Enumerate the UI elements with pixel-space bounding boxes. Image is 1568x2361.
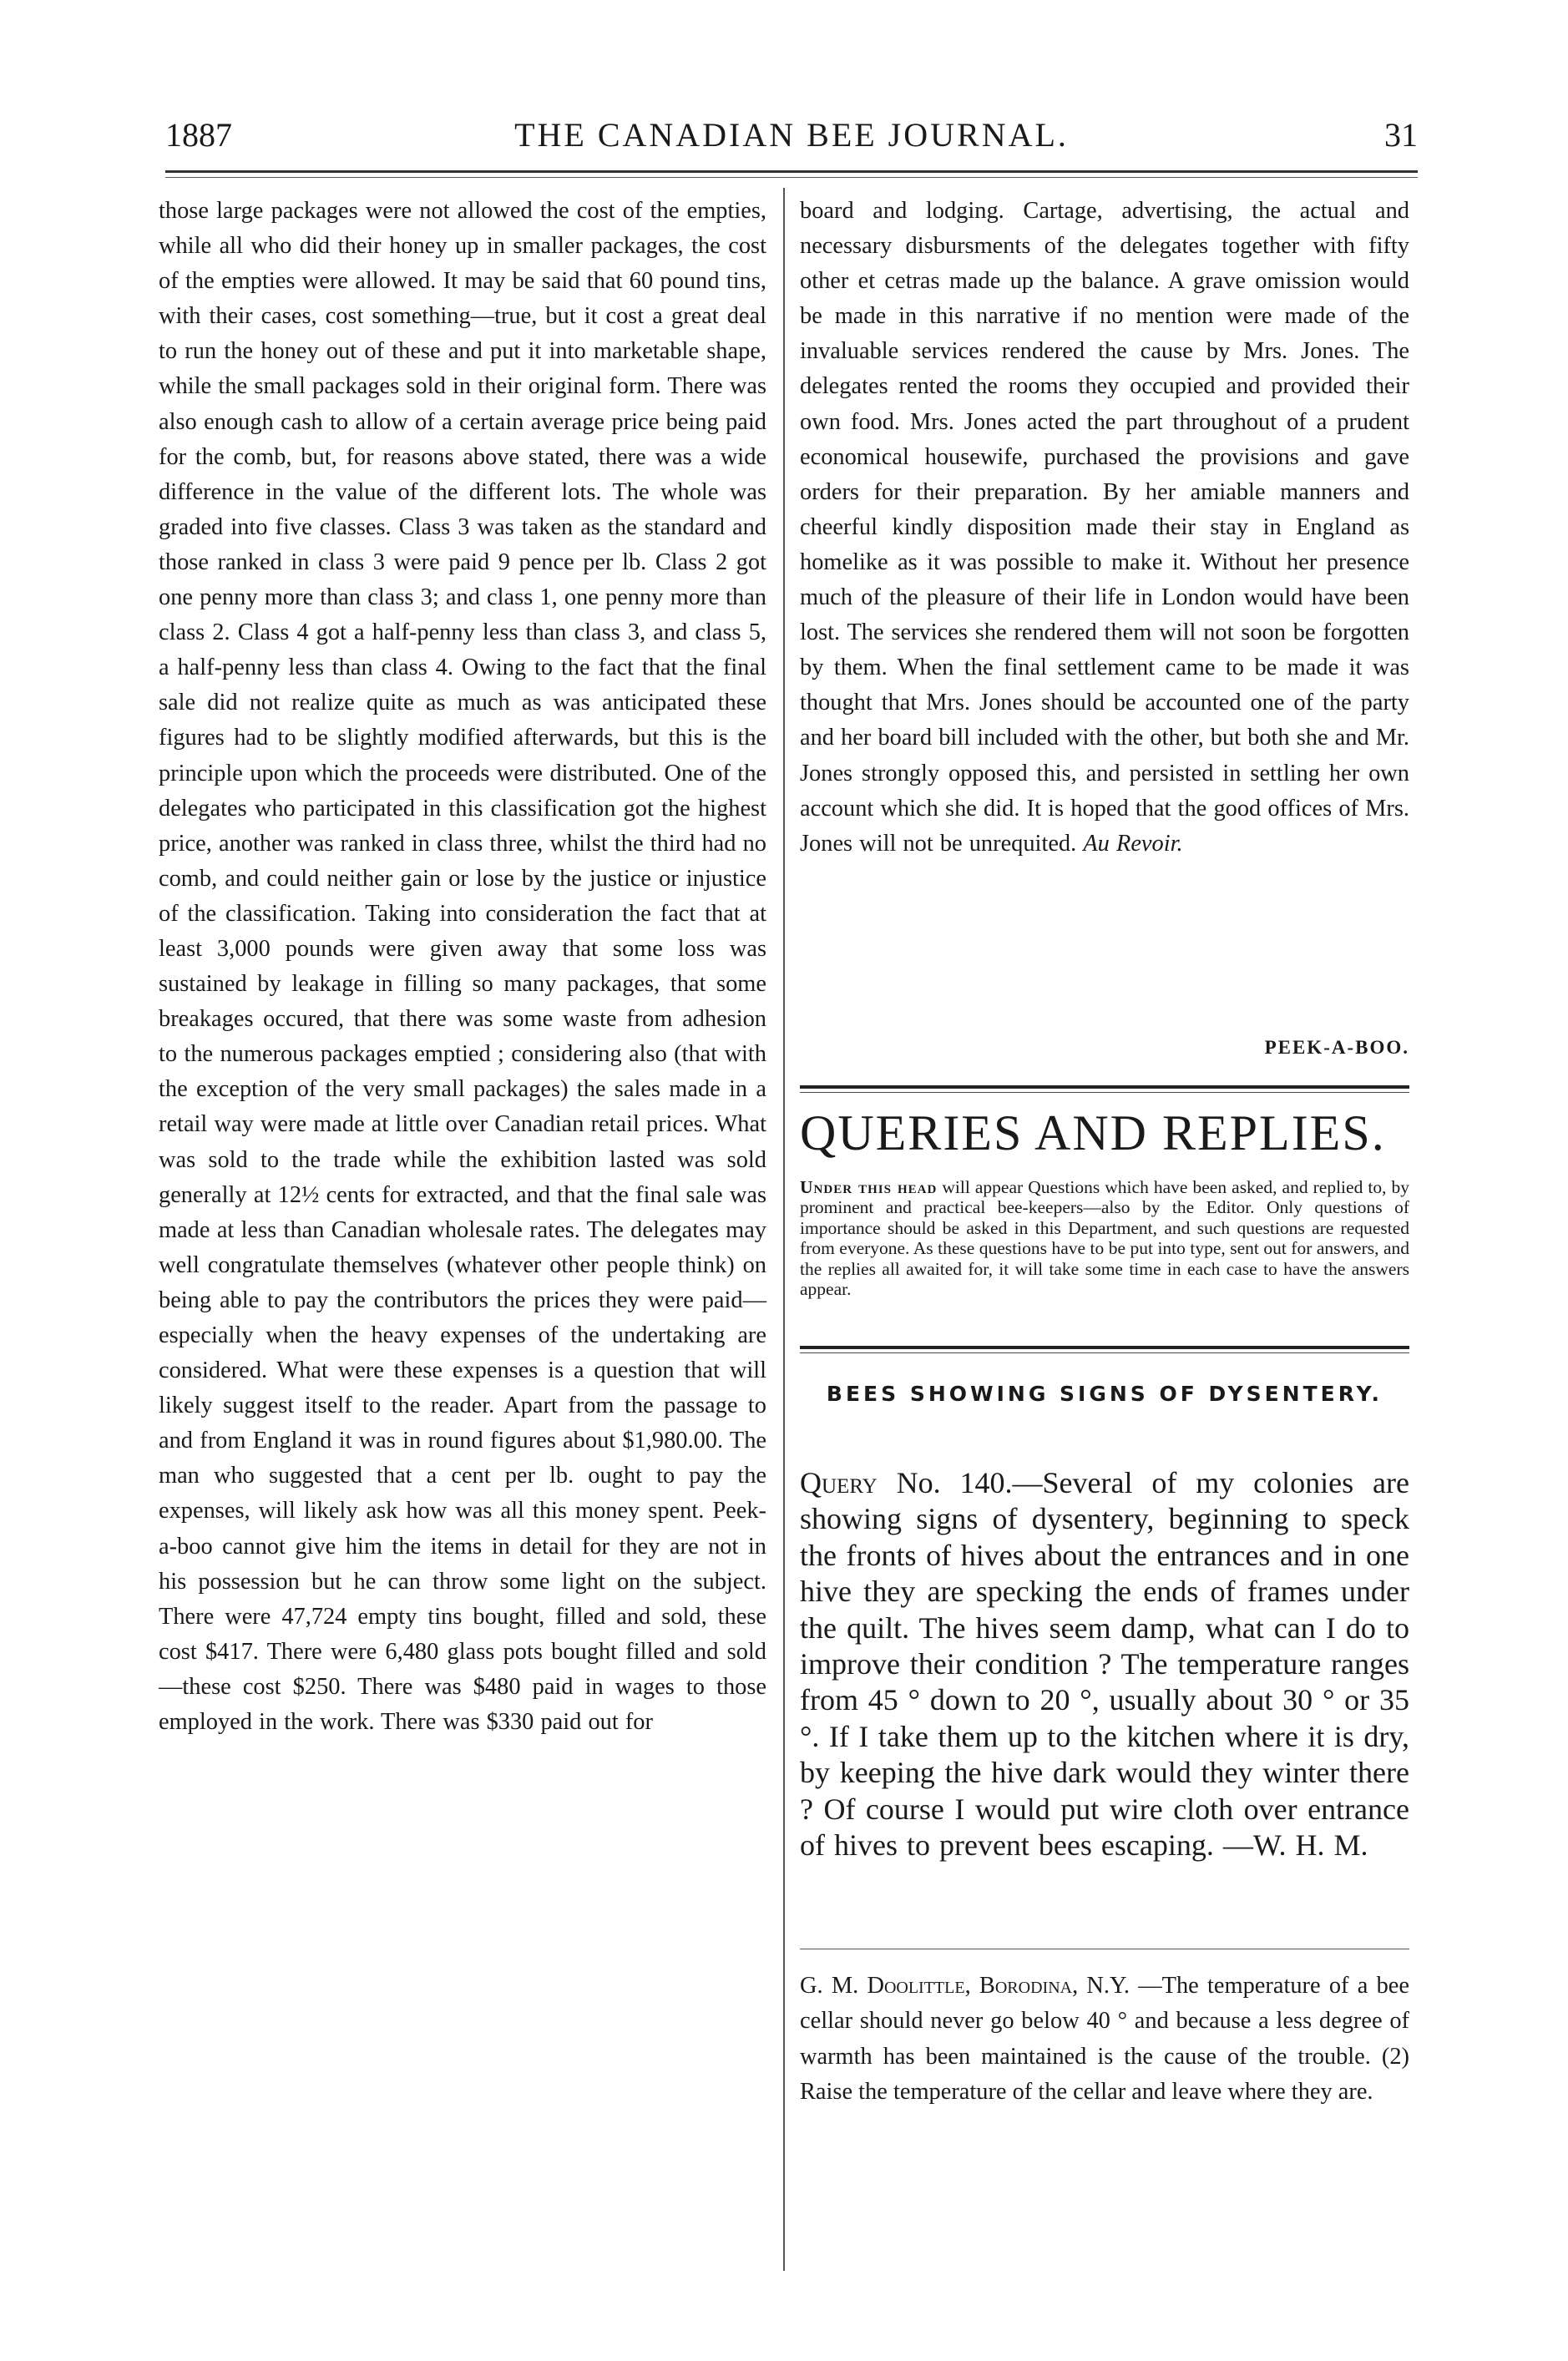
intro-text: will appear Questions which have been asked, and replied to, by prominent and practical bee-keepers—also by the Editor. Only questions of importance should be asked in this Department, and such questions are requested from everyone. As these questions have to be put into type, sent out for answers, and the replies all awaited for, it will take some time in each case to have the answers appear. [800,1177,1410,1300]
section-separator [800,1085,1409,1089]
answer-author: G. M. Doolittle, Borodina, N.Y. [800,1973,1130,1999]
intro-lead: Under this head [800,1177,938,1197]
answer-text: —The temperature of a bee cellar should never go below 40 ° and because a less degree of warmth has been maintained is the cause of the trouble. (2) Raise the temperature of the cellar and leave where they are. [800,1973,1409,2106]
running-header [165,115,1418,165]
left-column-article-text: those large packages were not allowed the cost of the empties, while all who did their honey up in smaller packages, the cost of the empties were allowed. It may be said that 60 pound tins, with their cases, cost something—true, but it cost a great deal to run the honey out of these and put it into marketable shape, while the small packages sold in their original form. There was also enough cash to allow of a certain average price being paid for the comb, but, for reasons above stated, there was a wide difference in the value of the different lots. The whole was graded into five classes. Class 3 was taken as the standard and those ranked in class 3 were paid 9 pence per lb. Class 2 got one penny more than class 3; and class 1, one penny more than class 2. Class 4 got a half-penny less than class 3, and class 5, a half-penny less than class 4. Owing to the fact that the final sale did not realize quite as much as was anticipated these figures had to be slightly modified afterwards, but this is the principle upon which the proceeds were distributed. One of the delegates who participated in this classification got the highest price, another was ranked in class three, whilst the third had no comb, and could neither gain or lose by the justice or injustice of the classification. Taking into consideration the fact that at least 3,000 pounds were given away that some loss was sustained by leakage in filling so many packages, that some breakages occured, that there was some waste from adhesion to the numerous packages emptied ; considering also (that with the exception of the very small packages) the sales made in a retail way were made at little over Canadian retail prices. What was sold to the trade while the exhibition lasted was sold generally at 12½ cents for extracted, and that the final sale was made at less than Canadian wholesale rates. The delegates may well congratulate themselves (whatever other people think) on being able to pay the contributors the prices they were paid—especially when the heavy expenses of the undertaking are considered. What were these expenses is a question that will likely suggest itself to the reader. Apart from the passage to and from England it was in round figures about $1,980.00. The man who suggested that a cent per lb. ought to pay the expenses, will likely ask how was all this money spent. Peek-a-boo cannot give him the items in detail for they are not in his possession but he can throw some light on the subject. There were 47,724 empty tins bought, filled and sold, these cost $417. There were 6,480 glass pots bought filled and sold—these cost $250. There was $480 paid in wages to those employed in the work. There was $330 paid out for [159,198,766,1736]
column-divider [783,188,785,2271]
section-intro [800,1177,1409,1299]
header-rule-thin [165,177,1418,178]
query-heading: BEES SHOWING SIGNS OF DYSENTERY. [826,1382,1383,1406]
query-body [800,1465,1409,1863]
right-column-article-continuation [800,194,1409,862]
header-year: 1887 [165,116,232,154]
query-text: No. 140.—Several of my colonies are showing signs of dysentery, beginning to speck the fronts of hives about the entrances and in one hive they are specking the ends of frames under the quilt. The hives seem damp, what can I do to improve their condition ? The temperature ranges from 45 ° down to 20 °, usually about 30 ° or 35 °. If I take them up to the kitchen where it is dry, by keeping the hive dark would they winter there ? Of course I would put wire cloth over entrance of hives to prevent bees escaping. —W. H. M. [800,1466,1410,1863]
section-separator-thin [800,1092,1409,1093]
article-continuation-text: board and lodging. Cartage, advertising, the actual and necessary disbursments of the delegates together with fifty other et cetras made up the balance. A grave omission would be made in this narrative if no mention were made of the invaluable services rendered the cause by Mrs. Jones. The delegates rented the rooms they occupied and provided their own food. Mrs. Jones acted the part throughout of a prudent economical housewife, purchased the provisions and gave orders for their preparation. By her amiable manners and cheerful kindly disposition made their stay in England as homelike as it was possible to make it. Without her presence much of the pleasure of their life in London would have been lost. The services she rendered them will not soon be forgotten by them. When the final settlement came to be made it was thought that Mrs. Jones should be accounted one of the party and her board bill included with the other, but both she and Mr. Jones strongly opposed this, and persisted in settling her own account which she did. It is hoped that the good offices of Mrs. Jones will not be unrequited. [800,198,1409,857]
query-label: Query [800,1466,878,1499]
header-rule [165,170,1418,173]
answer-body [800,1969,1409,2111]
intro-separator-thin [800,1352,1409,1353]
intro-separator [800,1346,1409,1349]
page-number: 31 [1384,116,1418,154]
journal-title: THE CANADIAN BEE JOURNAL. [514,116,1069,154]
section-title-queries: QUERIES AND REPLIES. [800,1105,1386,1160]
author-signoff: PEEK-A-BOO. [1264,1037,1409,1058]
au-revoir: Au Revoir. [1083,830,1183,857]
